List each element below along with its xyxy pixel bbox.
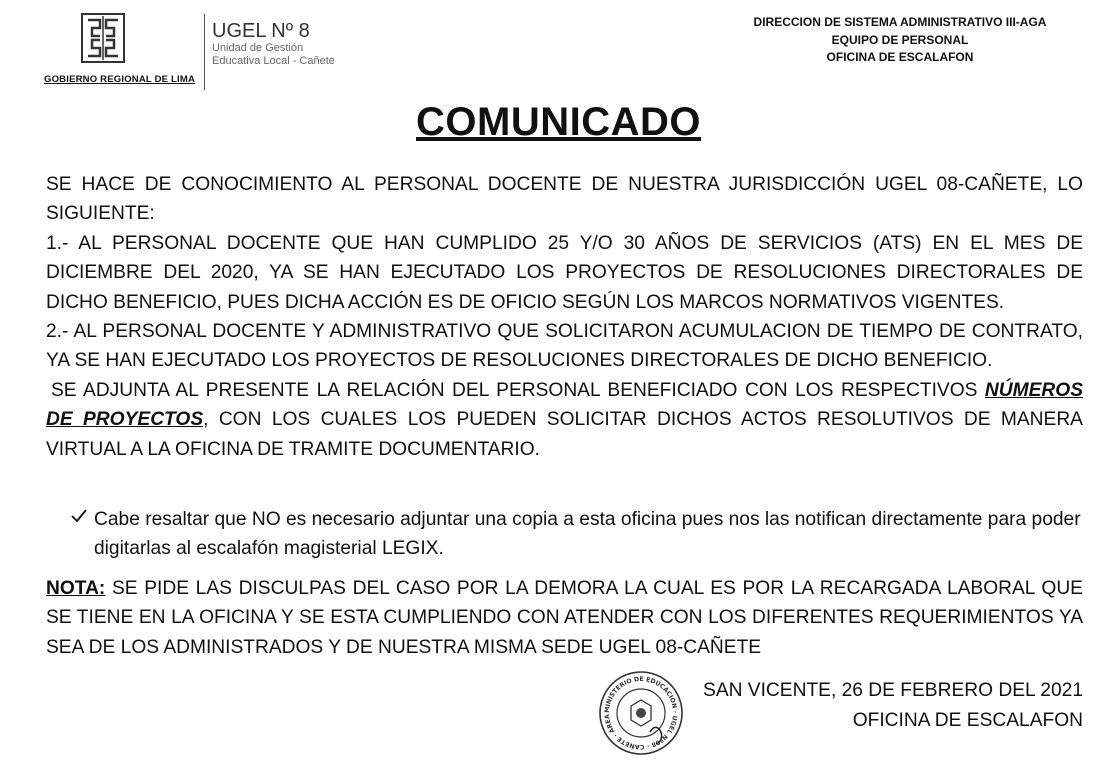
attachment-text-end: , CON LOS CUALES LOS PUEDEN SOLICITAR DICHOS ACTOS RESOLUTIVOS DE MANERA VIRTUAL A LA OFICINA DE TRAMITE DOCUMENTARIO. (46, 409, 1083, 460)
ugel-subtitle-1: Unidad de Gestión (212, 42, 304, 54)
attachment-paragraph (46, 376, 1083, 464)
stamp-seal-icon (598, 670, 684, 756)
signature-block (703, 676, 1083, 735)
check-note-text: Cabe resaltar que NO es necesario adjuntar una copia a esta oficina pues nos las notifican directamente para poder digitarlas al escalafón magisterial LEGIX. (94, 509, 1081, 559)
team-line: EQUIPO DE PERSONAL (831, 32, 969, 47)
office-line: OFICINA DE ESCALAFON (826, 50, 974, 64)
department-line: DIRECCION DE SISTEMA ADMINISTRATIVO III-AGA (753, 15, 1047, 29)
date-line: SAN VICENTE, 26 DE FEBRERO DEL 2021 (703, 680, 1083, 701)
item-1-paragraph: 1.- AL PERSONAL DOCENTE QUE HAN CUMPLIDO 25 Y/O 30 AÑOS DE SERVICIOS (ATS) EN EL MES DE DICIEMBRE DEL 2020, YA SE HAN EJECUTADO LOS PROYECTOS DE RESOLUCIONES DIRECTORALES DE DICHO BENEFICIO, PUES DICHA ACCIÓN ES DE OFICIO SEGÚN LOS MARCOS NORMATIVOS VIGENTES. (46, 232, 1083, 313)
check-note (70, 505, 1083, 563)
intro-paragraph: SE HACE DE CONOCIMIENTO AL PERSONAL DOCENTE DE NUESTRA JURISDICCIÓN UGEL 08-CAÑETE, LO SIGUIENTE: (46, 174, 1083, 225)
nota-text: SE PIDE LAS DISCULPAS DEL CASO POR LA DEMORA LA CUAL ES POR LA RECARGADA LABORAL QUE SE TIENE EN LA OFICINA Y SE ESTA CUMPLIENDO CON ATENDER CON LOS DIFERENTES REQUERIMIENTOS YA SEA DE LOS ADMINISTRADOS Y DE NUESTRA MISMA SEDE UGEL 08-CAÑETE (46, 578, 1083, 658)
regional-emblem-icon (80, 12, 126, 64)
nota-label: NOTA: (46, 578, 106, 599)
nota-paragraph (46, 574, 1083, 662)
checkmark-icon (70, 505, 90, 534)
item-2-paragraph: 2.- AL PERSONAL DOCENTE Y ADMINISTRATIVO QUE SOLICITARON ACUMULACION DE TIEMPO DE CONTRATO, YA SE HAN EJECUTADO LOS PROYECTOS DE RESOLUCIONES DIRECTORALES DE DICHO BENEFICIO. (46, 321, 1083, 372)
page-title: COMUNICADO (416, 100, 701, 144)
header-divider (204, 14, 205, 90)
ugel-subtitle-2: Educativa Local - Cañete (212, 55, 335, 67)
letterhead-right (735, 14, 1065, 67)
official-stamp (598, 670, 684, 756)
ugel-title: UGEL Nº 8 (212, 20, 310, 42)
communique-body (46, 170, 1083, 464)
project-numbers-emphasis: NÚMEROS DE PROYECTOS (46, 379, 1083, 431)
signing-office: OFICINA DE ESCALAFON (852, 709, 1083, 731)
gobierno-regional-logo (44, 12, 196, 92)
organization-name: GOBIERNO REGIONAL DE LIMA (44, 74, 196, 85)
ugel-block (212, 20, 335, 68)
seal-text: MINISTERIO DE EDUCACION · UGEL Nº08 · CAÑETE · ÁREA (603, 675, 679, 751)
attachment-text: SE ADJUNTA AL PRESENTE LA RELACIÓN DEL PERSONAL BENEFICIADO CON LOS RESPECTIVOS (51, 379, 985, 401)
